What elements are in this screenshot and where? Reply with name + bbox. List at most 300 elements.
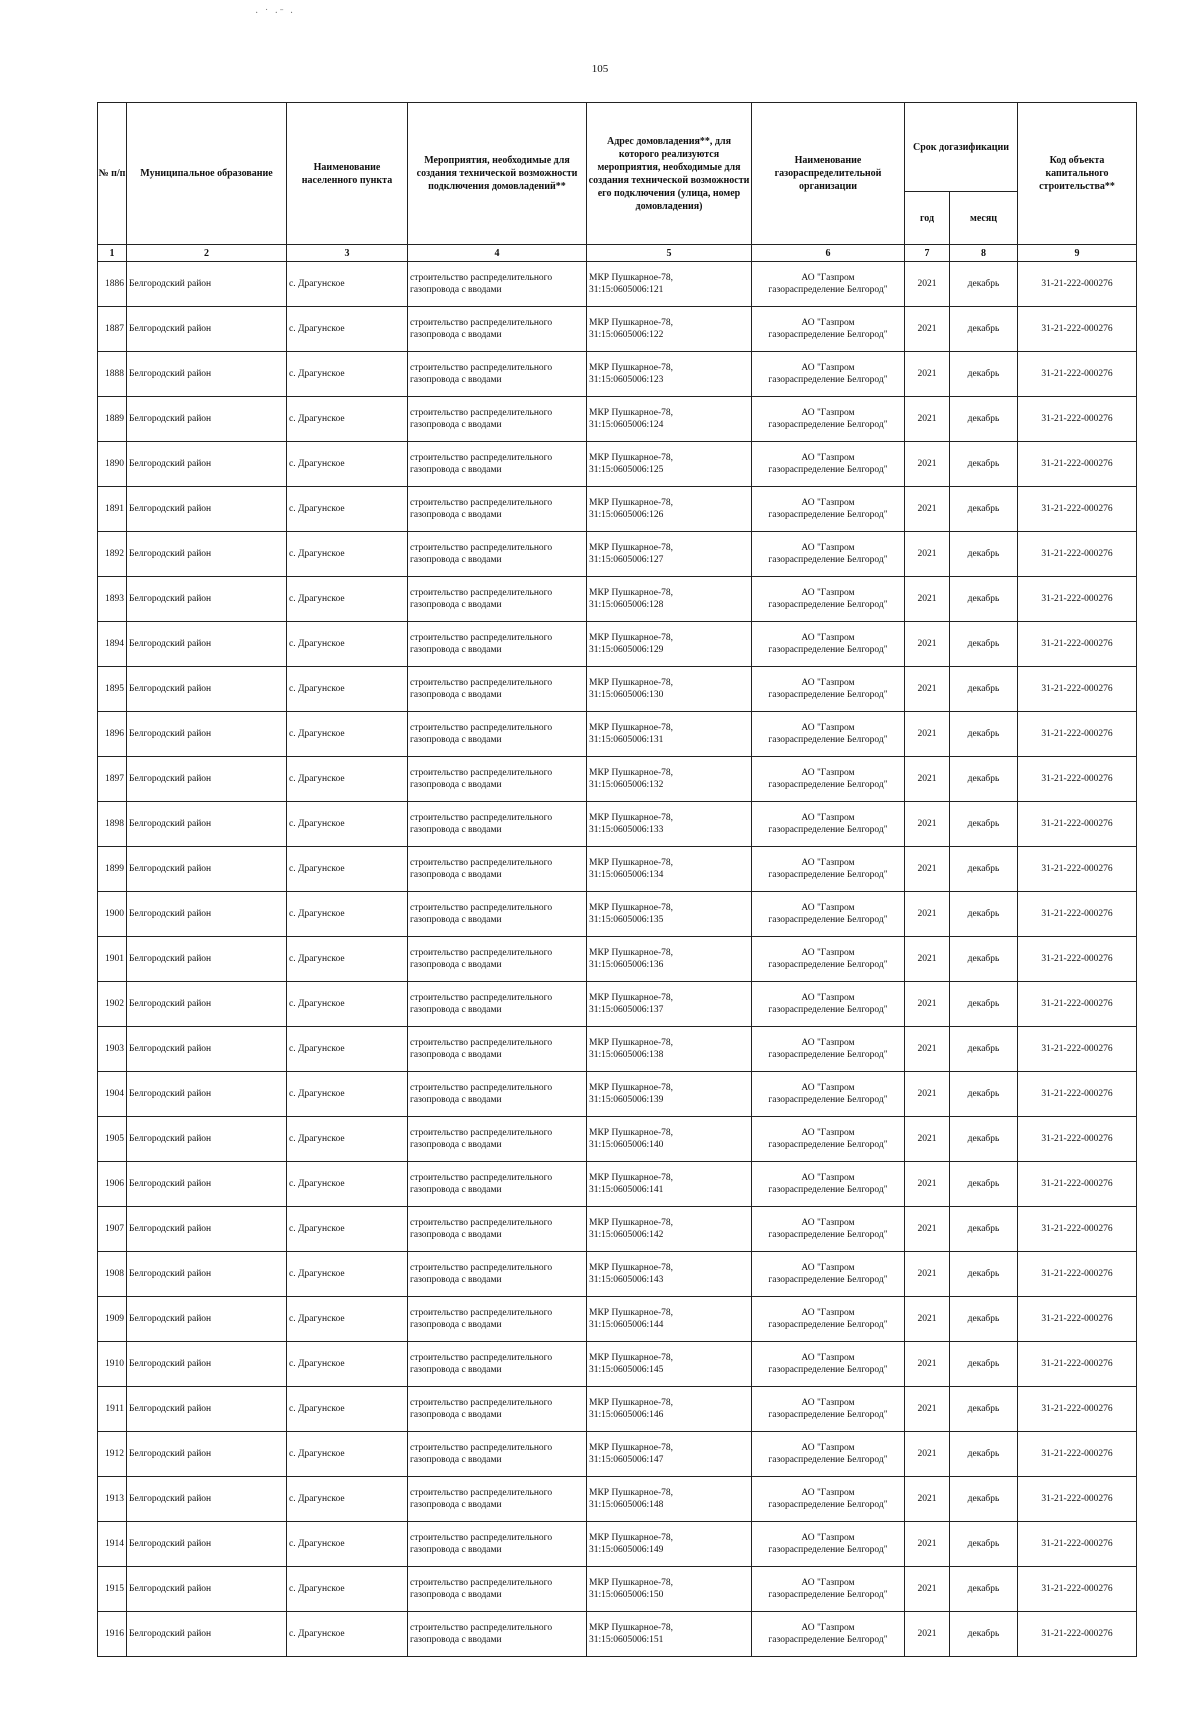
row-number: 1892 — [98, 532, 127, 577]
month-cell: декабрь — [950, 802, 1018, 847]
year-cell: 2021 — [905, 397, 950, 442]
object-code-cell: 31-21-222-000276 — [1018, 802, 1137, 847]
address-cell — [587, 1342, 752, 1387]
measure-line: строительство распределительного — [410, 1488, 553, 1498]
municipality-cell: Белгородский район — [127, 892, 287, 937]
measure-line: газопровода с вводами — [410, 510, 502, 520]
organization-cell — [752, 487, 905, 532]
organization-line: АО "Газпром — [801, 1083, 855, 1093]
measure-cell — [408, 622, 587, 667]
row-number: 1887 — [98, 307, 127, 352]
organization-cell — [752, 1612, 905, 1657]
measure-line: строительство распределительного — [410, 588, 553, 598]
address-cell — [587, 487, 752, 532]
settlement-cell: с. Драгунское — [287, 1567, 408, 1612]
address-cell — [587, 1162, 752, 1207]
measure-cell — [408, 1522, 587, 1567]
measure-line: строительство распределительного — [410, 948, 553, 958]
row-number: 1911 — [98, 1387, 127, 1432]
measure-line: газопровода с вводами — [410, 1320, 502, 1330]
column-number: 9 — [1018, 245, 1137, 262]
measure-cell — [408, 757, 587, 802]
year-cell: 2021 — [905, 892, 950, 937]
organization-cell — [752, 1207, 905, 1252]
measure-line: строительство распределительного — [410, 633, 553, 643]
measure-line: строительство распределительного — [410, 543, 553, 553]
year-cell: 2021 — [905, 1567, 950, 1612]
table-row — [98, 307, 1137, 352]
table-row — [98, 937, 1137, 982]
organization-line: АО "Газпром — [801, 903, 855, 913]
settlement-cell: с. Драгунское — [287, 1117, 408, 1162]
month-cell: декабрь — [950, 712, 1018, 757]
row-number: 1889 — [98, 397, 127, 442]
month-cell: декабрь — [950, 937, 1018, 982]
object-code-cell: 31-21-222-000276 — [1018, 982, 1137, 1027]
measure-line: газопровода с вводами — [410, 375, 502, 385]
cadastral-number: 31:15:0605006:145 — [589, 1365, 664, 1375]
table-row — [98, 802, 1137, 847]
measure-line: газопровода с вводами — [410, 645, 502, 655]
year-cell: 2021 — [905, 1387, 950, 1432]
address-cell — [587, 1387, 752, 1432]
municipality-cell: Белгородский район — [127, 1522, 287, 1567]
organization-line: газораспределение Белгород" — [768, 600, 888, 610]
settlement-cell: с. Драгунское — [287, 1207, 408, 1252]
table-row — [98, 1387, 1137, 1432]
object-code-cell: 31-21-222-000276 — [1018, 577, 1137, 622]
object-code-cell: 31-21-222-000276 — [1018, 1252, 1137, 1297]
month-cell: декабрь — [950, 1027, 1018, 1072]
header-address: Адрес домовладения**, для которого реализуются мероприятия, необходимые для создания технической возможности его подключения (улица, номер домовладения) — [587, 103, 752, 245]
cadastral-number: 31:15:0605006:139 — [589, 1095, 664, 1105]
organization-line: газораспределение Белгород" — [768, 825, 888, 835]
municipality-cell: Белгородский район — [127, 1477, 287, 1522]
measure-cell — [408, 1027, 587, 1072]
column-number: 5 — [587, 245, 752, 262]
year-cell: 2021 — [905, 487, 950, 532]
cadastral-number: 31:15:0605006:148 — [589, 1500, 664, 1510]
month-cell: декабрь — [950, 577, 1018, 622]
cadastral-number: 31:15:0605006:141 — [589, 1185, 664, 1195]
month-cell: декабрь — [950, 307, 1018, 352]
table-body — [98, 262, 1137, 1657]
organization-cell — [752, 1342, 905, 1387]
row-number: 1910 — [98, 1342, 127, 1387]
gasification-table — [97, 102, 1137, 1657]
address-line: МКР Пушкарное-78, — [589, 723, 674, 733]
cadastral-number: 31:15:0605006:138 — [589, 1050, 664, 1060]
settlement-cell: с. Драгунское — [287, 1432, 408, 1477]
organization-line: АО "Газпром — [801, 1533, 855, 1543]
header-month: месяц — [950, 192, 1018, 245]
table-row — [98, 712, 1137, 757]
month-cell: декабрь — [950, 352, 1018, 397]
object-code-cell: 31-21-222-000276 — [1018, 352, 1137, 397]
organization-line: АО "Газпром — [801, 1173, 855, 1183]
organization-line: газораспределение Белгород" — [768, 1005, 888, 1015]
table-row — [98, 847, 1137, 892]
month-cell: декабрь — [950, 1477, 1018, 1522]
month-cell: декабрь — [950, 757, 1018, 802]
object-code-cell: 31-21-222-000276 — [1018, 1162, 1137, 1207]
table-row — [98, 1162, 1137, 1207]
row-number: 1893 — [98, 577, 127, 622]
organization-cell — [752, 1162, 905, 1207]
measure-line: газопровода с вводами — [410, 780, 502, 790]
organization-cell — [752, 667, 905, 712]
organization-cell — [752, 847, 905, 892]
year-cell: 2021 — [905, 532, 950, 577]
organization-line: газораспределение Белгород" — [768, 1140, 888, 1150]
cadastral-number: 31:15:0605006:151 — [589, 1635, 664, 1645]
measure-cell — [408, 1072, 587, 1117]
measure-line: строительство распределительного — [410, 813, 553, 823]
organization-cell — [752, 442, 905, 487]
object-code-cell: 31-21-222-000276 — [1018, 712, 1137, 757]
settlement-cell: с. Драгунское — [287, 982, 408, 1027]
address-line: МКР Пушкарное-78, — [589, 543, 674, 553]
organization-line: АО "Газпром — [801, 498, 855, 508]
measure-line: строительство распределительного — [410, 1218, 553, 1228]
month-cell: декабрь — [950, 1612, 1018, 1657]
row-number: 1907 — [98, 1207, 127, 1252]
cadastral-number: 31:15:0605006:143 — [589, 1275, 664, 1285]
row-number: 1896 — [98, 712, 127, 757]
organization-cell — [752, 1567, 905, 1612]
municipality-cell: Белгородский район — [127, 1342, 287, 1387]
measure-cell — [408, 1342, 587, 1387]
organization-line: АО "Газпром — [801, 1038, 855, 1048]
month-cell: декабрь — [950, 982, 1018, 1027]
municipality-cell: Белгородский район — [127, 1297, 287, 1342]
cadastral-number: 31:15:0605006:124 — [589, 420, 664, 430]
year-cell: 2021 — [905, 577, 950, 622]
object-code-cell: 31-21-222-000276 — [1018, 1612, 1137, 1657]
header-org: Наименование газораспределительной организации — [752, 103, 905, 245]
organization-line: АО "Газпром — [801, 858, 855, 868]
month-cell: декабрь — [950, 262, 1018, 307]
year-cell: 2021 — [905, 1027, 950, 1072]
organization-cell — [752, 577, 905, 622]
organization-line: газораспределение Белгород" — [768, 330, 888, 340]
measure-line: газопровода с вводами — [410, 735, 502, 745]
year-cell: 2021 — [905, 802, 950, 847]
organization-line: АО "Газпром — [801, 318, 855, 328]
settlement-cell: с. Драгунское — [287, 352, 408, 397]
cadastral-number: 31:15:0605006:129 — [589, 645, 664, 655]
address-cell — [587, 577, 752, 622]
column-number: 7 — [905, 245, 950, 262]
municipality-cell: Белгородский район — [127, 757, 287, 802]
organization-line: АО "Газпром — [801, 1308, 855, 1318]
municipality-cell: Белгородский район — [127, 442, 287, 487]
organization-line: газораспределение Белгород" — [768, 1365, 888, 1375]
address-line: МКР Пушкарное-78, — [589, 1128, 674, 1138]
settlement-cell: с. Драгунское — [287, 1027, 408, 1072]
year-cell: 2021 — [905, 1117, 950, 1162]
measure-line: газопровода с вводами — [410, 285, 502, 295]
object-code-cell: 31-21-222-000276 — [1018, 442, 1137, 487]
row-number: 1906 — [98, 1162, 127, 1207]
table-row — [98, 397, 1137, 442]
settlement-cell: с. Драгунское — [287, 307, 408, 352]
measure-line: газопровода с вводами — [410, 1455, 502, 1465]
organization-cell — [752, 1252, 905, 1297]
cadastral-number: 31:15:0605006:121 — [589, 285, 664, 295]
row-number: 1913 — [98, 1477, 127, 1522]
organization-line: газораспределение Белгород" — [768, 1545, 888, 1555]
measure-line: строительство распределительного — [410, 363, 553, 373]
table-row — [98, 622, 1137, 667]
object-code-cell: 31-21-222-000276 — [1018, 1567, 1137, 1612]
address-line: МКР Пушкарное-78, — [589, 408, 674, 418]
measure-line: газопровода с вводами — [410, 465, 502, 475]
cadastral-number: 31:15:0605006:122 — [589, 330, 664, 340]
measure-line: газопровода с вводами — [410, 1365, 502, 1375]
address-line: МКР Пушкарное-78, — [589, 633, 674, 643]
municipality-cell: Белгородский район — [127, 1207, 287, 1252]
table-row — [98, 487, 1137, 532]
organization-cell — [752, 1072, 905, 1117]
municipality-cell: Белгородский район — [127, 1162, 287, 1207]
organization-line: АО "Газпром — [801, 1398, 855, 1408]
row-number: 1901 — [98, 937, 127, 982]
address-cell — [587, 667, 752, 712]
organization-line: газораспределение Белгород" — [768, 960, 888, 970]
month-cell: декабрь — [950, 1162, 1018, 1207]
address-line: МКР Пушкарное-78, — [589, 318, 674, 328]
measure-line: строительство распределительного — [410, 1308, 553, 1318]
address-cell — [587, 1297, 752, 1342]
measure-line: газопровода с вводами — [410, 1500, 502, 1510]
row-number: 1903 — [98, 1027, 127, 1072]
object-code-cell: 31-21-222-000276 — [1018, 1027, 1137, 1072]
object-code-cell: 31-21-222-000276 — [1018, 262, 1137, 307]
organization-cell — [752, 1027, 905, 1072]
organization-line: газораспределение Белгород" — [768, 1500, 888, 1510]
address-cell — [587, 1477, 752, 1522]
organization-line: газораспределение Белгород" — [768, 1275, 888, 1285]
address-cell — [587, 352, 752, 397]
address-cell — [587, 1252, 752, 1297]
column-number-row — [98, 245, 1137, 262]
column-number: 6 — [752, 245, 905, 262]
object-code-cell: 31-21-222-000276 — [1018, 1387, 1137, 1432]
table-row — [98, 1072, 1137, 1117]
measure-cell — [408, 892, 587, 937]
organization-cell — [752, 982, 905, 1027]
address-cell — [587, 1522, 752, 1567]
organization-line: АО "Газпром — [801, 768, 855, 778]
address-cell — [587, 1432, 752, 1477]
month-cell: декабрь — [950, 1522, 1018, 1567]
month-cell: декабрь — [950, 892, 1018, 937]
settlement-cell: с. Драгунское — [287, 1252, 408, 1297]
settlement-cell: с. Драгунское — [287, 1477, 408, 1522]
object-code-cell: 31-21-222-000276 — [1018, 892, 1137, 937]
municipality-cell: Белгородский район — [127, 982, 287, 1027]
organization-line: АО "Газпром — [801, 813, 855, 823]
measure-cell — [408, 667, 587, 712]
cadastral-number: 31:15:0605006:130 — [589, 690, 664, 700]
measure-cell — [408, 397, 587, 442]
measure-cell — [408, 442, 587, 487]
month-cell: декабрь — [950, 1567, 1018, 1612]
year-cell: 2021 — [905, 1162, 950, 1207]
measure-cell — [408, 1387, 587, 1432]
municipality-cell: Белгородский район — [127, 1432, 287, 1477]
measure-line: газопровода с вводами — [410, 1140, 502, 1150]
organization-line: АО "Газпром — [801, 1488, 855, 1498]
cadastral-number: 31:15:0605006:137 — [589, 1005, 664, 1015]
cadastral-number: 31:15:0605006:128 — [589, 600, 664, 610]
row-number: 1912 — [98, 1432, 127, 1477]
organization-line: газораспределение Белгород" — [768, 375, 888, 385]
table-row — [98, 532, 1137, 577]
measure-line: строительство распределительного — [410, 1263, 553, 1273]
cadastral-number: 31:15:0605006:146 — [589, 1410, 664, 1420]
address-line: МКР Пушкарное-78, — [589, 498, 674, 508]
address-cell — [587, 1612, 752, 1657]
address-line: МКР Пушкарное-78, — [589, 1038, 674, 1048]
month-cell: декабрь — [950, 442, 1018, 487]
column-number: 2 — [127, 245, 287, 262]
organization-line: АО "Газпром — [801, 273, 855, 283]
address-cell — [587, 397, 752, 442]
measure-line: газопровода с вводами — [410, 1545, 502, 1555]
address-line: МКР Пушкарное-78, — [589, 768, 674, 778]
row-number: 1914 — [98, 1522, 127, 1567]
measure-line: газопровода с вводами — [410, 915, 502, 925]
municipality-cell: Белгородский район — [127, 1117, 287, 1162]
settlement-cell: с. Драгунское — [287, 802, 408, 847]
month-cell: декабрь — [950, 397, 1018, 442]
table-row — [98, 1432, 1137, 1477]
year-cell: 2021 — [905, 307, 950, 352]
column-number: 1 — [98, 245, 127, 262]
municipality-cell: Белгородский район — [127, 847, 287, 892]
measure-line: газопровода с вводами — [410, 825, 502, 835]
object-code-cell: 31-21-222-000276 — [1018, 1477, 1137, 1522]
organization-cell — [752, 892, 905, 937]
row-number: 1902 — [98, 982, 127, 1027]
table-row — [98, 1252, 1137, 1297]
organization-cell — [752, 802, 905, 847]
column-number: 3 — [287, 245, 408, 262]
settlement-cell: с. Драгунское — [287, 937, 408, 982]
table-row — [98, 1567, 1137, 1612]
table-row — [98, 1117, 1137, 1162]
measure-cell — [408, 577, 587, 622]
measure-line: строительство распределительного — [410, 1443, 553, 1453]
organization-cell — [752, 1432, 905, 1477]
municipality-cell: Белгородский район — [127, 802, 287, 847]
organization-line: АО "Газпром — [801, 948, 855, 958]
organization-line: АО "Газпром — [801, 1218, 855, 1228]
month-cell: декабрь — [950, 1072, 1018, 1117]
month-cell: декабрь — [950, 1117, 1018, 1162]
organization-line: АО "Газпром — [801, 363, 855, 373]
address-cell — [587, 262, 752, 307]
object-code-cell: 31-21-222-000276 — [1018, 307, 1137, 352]
cadastral-number: 31:15:0605006:140 — [589, 1140, 664, 1150]
organization-cell — [752, 1522, 905, 1567]
municipality-cell: Белгородский район — [127, 307, 287, 352]
organization-line: газораспределение Белгород" — [768, 1455, 888, 1465]
measure-line: строительство распределительного — [410, 1533, 553, 1543]
address-cell — [587, 307, 752, 352]
address-cell — [587, 1117, 752, 1162]
organization-cell — [752, 757, 905, 802]
row-number: 1915 — [98, 1567, 127, 1612]
municipality-cell: Белгородский район — [127, 622, 287, 667]
measure-line: газопровода с вводами — [410, 1635, 502, 1645]
settlement-cell: с. Драгунское — [287, 532, 408, 577]
address-line: МКР Пушкарное-78, — [589, 858, 674, 868]
measure-line: строительство распределительного — [410, 1623, 553, 1633]
municipality-cell: Белгородский район — [127, 1072, 287, 1117]
month-cell: декабрь — [950, 1252, 1018, 1297]
measure-cell — [408, 712, 587, 757]
row-number: 1904 — [98, 1072, 127, 1117]
address-line: МКР Пушкарное-78, — [589, 903, 674, 913]
object-code-cell: 31-21-222-000276 — [1018, 622, 1137, 667]
measure-line: строительство распределительного — [410, 1353, 553, 1363]
organization-cell — [752, 1387, 905, 1432]
organization-line: АО "Газпром — [801, 1263, 855, 1273]
address-line: МКР Пушкарное-78, — [589, 1398, 674, 1408]
measure-line: газопровода с вводами — [410, 960, 502, 970]
row-number: 1908 — [98, 1252, 127, 1297]
measure-line: газопровода с вводами — [410, 1275, 502, 1285]
table-row — [98, 442, 1137, 487]
measure-line: строительство распределительного — [410, 408, 553, 418]
address-line: МКР Пушкарное-78, — [589, 273, 674, 283]
year-cell: 2021 — [905, 1612, 950, 1657]
organization-line: АО "Газпром — [801, 633, 855, 643]
object-code-cell: 31-21-222-000276 — [1018, 937, 1137, 982]
month-cell: декабрь — [950, 1297, 1018, 1342]
municipality-cell: Белгородский район — [127, 1567, 287, 1612]
year-cell: 2021 — [905, 1522, 950, 1567]
measure-cell — [408, 352, 587, 397]
address-line: МКР Пушкарное-78, — [589, 678, 674, 688]
measure-cell — [408, 1162, 587, 1207]
month-cell: декабрь — [950, 532, 1018, 577]
measure-line: газопровода с вводами — [410, 1050, 502, 1060]
organization-line: газораспределение Белгород" — [768, 1320, 888, 1330]
scan-artifact: · ˙ ·ˉ · — [255, 8, 296, 19]
settlement-cell: с. Драгунское — [287, 757, 408, 802]
organization-line: газораспределение Белгород" — [768, 555, 888, 565]
address-line: МКР Пушкарное-78, — [589, 948, 674, 958]
address-line: МКР Пушкарное-78, — [589, 813, 674, 823]
measure-cell — [408, 802, 587, 847]
cadastral-number: 31:15:0605006:150 — [589, 1590, 664, 1600]
year-cell: 2021 — [905, 847, 950, 892]
cadastral-number: 31:15:0605006:126 — [589, 510, 664, 520]
measure-line: строительство распределительного — [410, 993, 553, 1003]
measure-line: газопровода с вводами — [410, 555, 502, 565]
settlement-cell: с. Драгунское — [287, 1297, 408, 1342]
address-line: МКР Пушкарное-78, — [589, 1488, 674, 1498]
row-number: 1909 — [98, 1297, 127, 1342]
measure-line: строительство распределительного — [410, 723, 553, 733]
settlement-cell: с. Драгунское — [287, 397, 408, 442]
month-cell: декабрь — [950, 1387, 1018, 1432]
object-code-cell: 31-21-222-000276 — [1018, 397, 1137, 442]
